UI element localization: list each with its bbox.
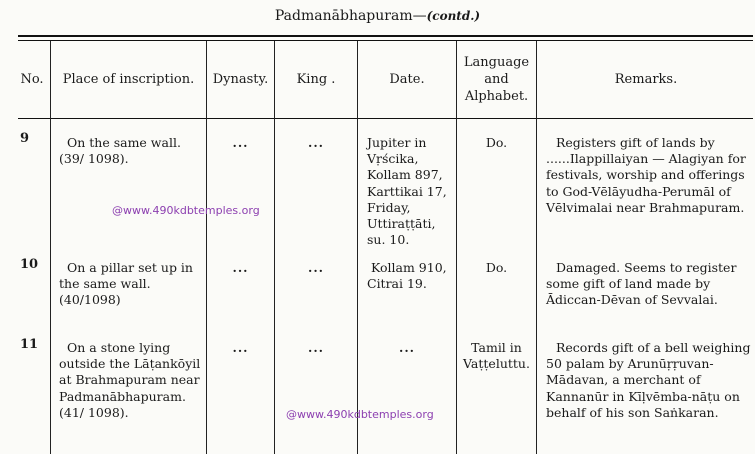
language-value: Tamil in Vaṭṭeluttu. [463, 340, 530, 372]
row-number: 9 [20, 131, 30, 146]
date-value: ... [398, 340, 416, 355]
place-of-inscription: On the same wall. (39/ 1098). [59, 135, 181, 167]
header-remarks: Remarks. [614, 72, 678, 87]
remarks-value: Registers gift of lands by ......Ilappillaiyan — Alagiyan for festivals, worship and offerings to God-Vēlāyudha-Perumāl of Vēlvimalai near Brahmapuram. [546, 135, 746, 215]
remarks-value: Records gift of a bell weighing 50 palam by Arunūṛṛuvan-Mādavan, a merchant of Kannanūr in Kīḷvēmba-nāṭu on behalf of his son Saṅkaran. [546, 340, 751, 420]
header-place: Place of inscription. [62, 72, 195, 87]
dynasty-value: ... [232, 260, 249, 275]
king-value: ... [307, 135, 325, 150]
language-value: Do. [485, 260, 508, 275]
date-value: Jupiter in Vṛścika, Kollam 897, Karttikai 17, Friday, Uttiraṭṭāti, su. 10. [367, 135, 447, 248]
header-date: Date. [389, 72, 425, 87]
header-no: No. [20, 72, 44, 87]
page-title-contd: (contd.) [426, 9, 481, 23]
row-number: 10 [20, 257, 39, 272]
watermark: @www.490kdbtemples.org [286, 408, 434, 421]
king-value: ... [307, 260, 325, 275]
dynasty-value: ... [232, 340, 249, 355]
place-of-inscription: On a pillar set up in the same wall. (40/1098) [59, 260, 193, 308]
date-value: Kollam 910, Citrai 19. [367, 260, 447, 292]
watermark: @www.490kdbtemples.org [112, 204, 260, 217]
row-number: 11 [20, 337, 39, 352]
header-king: King . [296, 72, 336, 87]
header-rule [18, 118, 753, 119]
header-dynasty: Dynasty. [212, 72, 269, 87]
page-title [0, 8, 755, 24]
top-rule [18, 35, 753, 37]
remarks-value: Damaged. Seems to register some gift of land made by Ādiccan-Dēvan of Sevvalai. [546, 260, 737, 308]
language-value: Do. [485, 135, 508, 150]
page-title-main: Padmanābhapuram— [274, 8, 427, 24]
header-language: Language and Alphabet. [463, 55, 530, 104]
king-value: ... [307, 340, 325, 355]
dynasty-value: ... [232, 135, 249, 150]
place-of-inscription: On a stone lying outside the Lāṭankōyil at Brahmapuram near Padmanābhapuram. (41/ 1098). [59, 340, 201, 420]
